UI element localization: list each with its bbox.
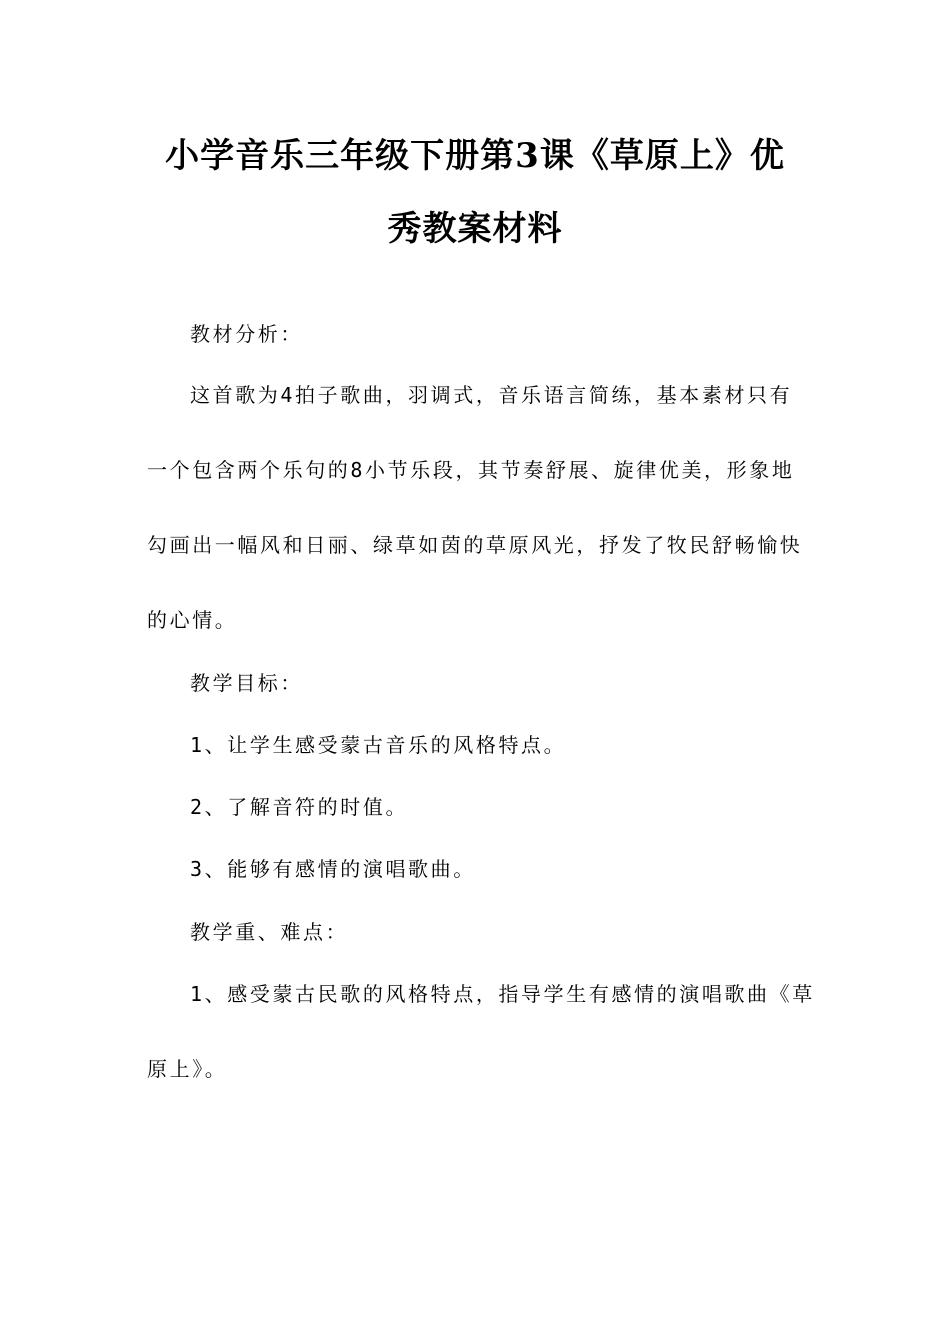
key-point-item-continuation: 原上》。 bbox=[147, 1057, 228, 1081]
section-heading-key-points: 教学重、难点： bbox=[190, 920, 349, 944]
paragraph-line: 的心情。 bbox=[147, 608, 238, 632]
goal-item: 3、能够有感情的演唱歌曲。 bbox=[190, 857, 476, 881]
key-point-item: 1、感受蒙古民歌的风格特点，指导学生有感情的演唱歌曲《草 bbox=[190, 982, 815, 1006]
goal-item: 2、了解音符的时值。 bbox=[190, 795, 409, 819]
paragraph-line: 一个包含两个乐句的8小节乐段，其节奏舒展、旋律优美，形象地 bbox=[147, 458, 795, 482]
document-title-line-1: 小学音乐三年级下册第3课《草原上》优 bbox=[165, 136, 785, 176]
section-heading-material-analysis: 教材分析： bbox=[190, 322, 303, 346]
document-title-line-2: 秀教案材料 bbox=[387, 209, 563, 249]
section-heading-teaching-goals: 教学目标： bbox=[190, 671, 303, 695]
paragraph-line: 这首歌为4拍子歌曲，羽调式，音乐语言简练，基本素材只有 bbox=[190, 383, 793, 407]
paragraph-line: 勾画出一幅风和日丽、绿草如茵的草原风光，抒发了牧民舒畅愉快 bbox=[147, 533, 803, 557]
goal-item: 1、让学生感受蒙古音乐的风格特点。 bbox=[190, 733, 567, 757]
